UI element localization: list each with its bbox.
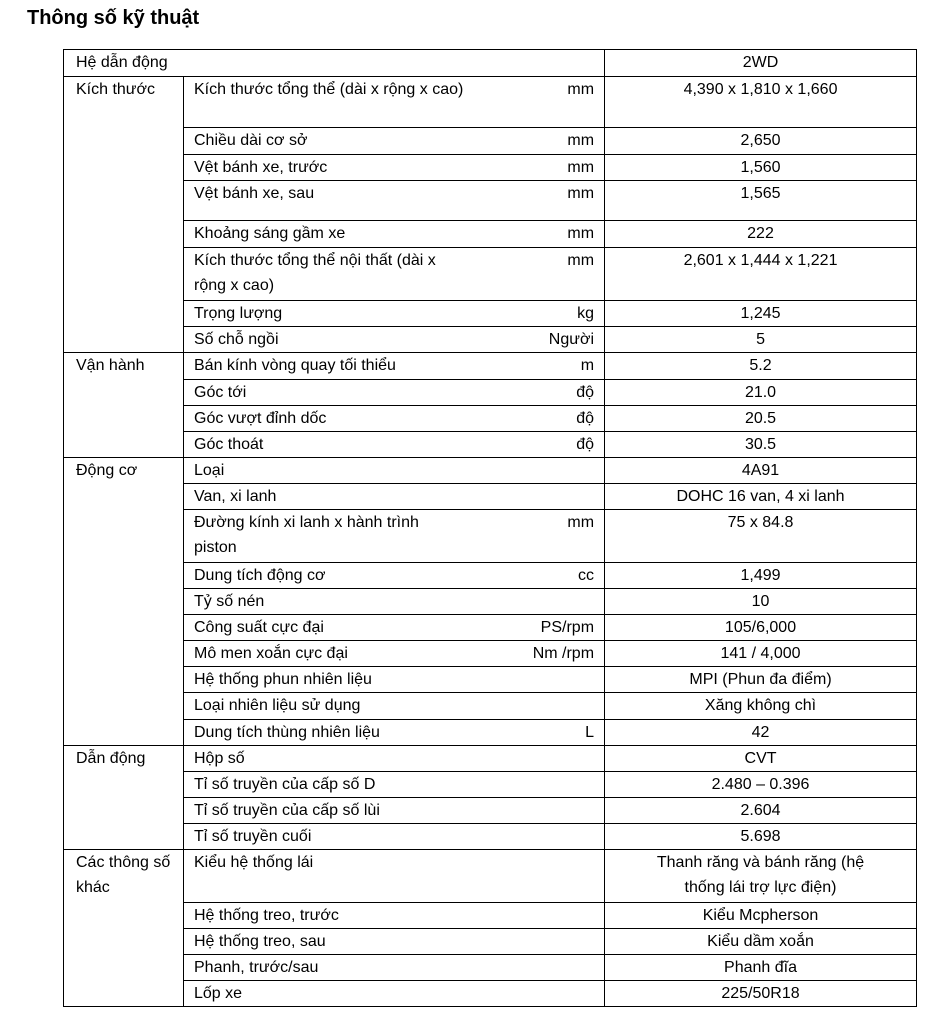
spec-table	[63, 49, 917, 1007]
spec-item-unit: mm	[567, 514, 595, 531]
spec-item-unit	[586, 746, 594, 771]
spec-item-cell	[184, 615, 605, 641]
spec-item-unit	[586, 850, 594, 875]
spec-value: 141 / 4,000	[605, 641, 917, 667]
spec-item-cell	[184, 128, 605, 155]
spec-item-unit	[586, 955, 594, 980]
table-row	[64, 615, 917, 641]
spec-item-label: Kích thước tổng thể nội thất (dài x rộng x cao)	[194, 252, 436, 294]
spec-item-unit: m	[580, 357, 595, 374]
spec-item-cell	[184, 981, 605, 1007]
table-row	[64, 301, 917, 327]
spec-value: Thanh răng và bánh răng (hệ thống lái trợ lực điện)	[605, 850, 917, 903]
spec-item-label: Góc vượt đỉnh dốc	[194, 410, 327, 427]
table-row	[64, 720, 917, 746]
spec-item-unit	[586, 929, 594, 954]
spec-item-cell	[184, 484, 605, 510]
table-row	[64, 128, 917, 155]
spec-item-cell	[184, 903, 605, 929]
spec-item-cell	[184, 432, 605, 458]
group-label: Vận hành	[64, 353, 184, 458]
spec-item-unit: cc	[578, 567, 595, 584]
spec-value: 225/50R18	[605, 981, 917, 1007]
table-row	[64, 798, 917, 824]
spec-item-unit: mm	[567, 81, 595, 98]
spec-value: Xăng không chì	[605, 693, 917, 720]
spec-item-label: Công suất cực đại	[194, 619, 324, 636]
spec-item-cell	[184, 929, 605, 955]
spec-value: Phanh đĩa	[605, 955, 917, 981]
spec-item-label: Tỉ số truyền của cấp số D	[194, 776, 376, 793]
spec-item-cell	[184, 850, 605, 903]
spec-item-label: Kích thước tổng thể (dài x rộng x cao)	[194, 81, 464, 98]
drive-value: 2WD	[605, 50, 917, 77]
spec-item-label: Hệ thống treo, sau	[194, 933, 326, 950]
spec-item-label: Góc tới	[194, 384, 247, 401]
spec-item-unit: mm	[567, 132, 595, 149]
spec-item-cell	[184, 589, 605, 615]
spec-item-cell	[184, 746, 605, 772]
spec-value: 21.0	[605, 380, 917, 406]
spec-item-cell	[184, 824, 605, 850]
spec-item-label: Trọng lượng	[194, 305, 283, 322]
spec-item-label: Kiểu hệ thống lái	[194, 854, 314, 871]
spec-value: 2,601 x 1,444 x 1,221	[605, 248, 917, 301]
spec-item-cell	[184, 510, 605, 563]
spec-item-unit: mm	[567, 252, 595, 269]
spec-item-unit	[586, 693, 594, 718]
spec-item-unit: L	[585, 724, 595, 741]
drive-label: Hệ dẫn động	[64, 50, 605, 77]
spec-item-label: Hộp số	[194, 750, 245, 767]
spec-item-unit	[586, 589, 594, 614]
table-row	[64, 353, 917, 380]
page-title: Thông số kỹ thuật	[27, 7, 200, 29]
table-row	[64, 772, 917, 798]
spec-value: 1,560	[605, 155, 917, 181]
group-label: Dẫn động	[64, 746, 184, 850]
spec-value: 10	[605, 589, 917, 615]
spec-item-label: Loại nhiên liệu sử dụng	[194, 697, 361, 714]
spec-value: 1,245	[605, 301, 917, 327]
spec-item-label: Đường kính xi lanh x hành trình piston	[194, 514, 419, 556]
spec-item-label: Hệ thống treo, trước	[194, 907, 339, 924]
table-row	[64, 510, 917, 563]
table-row	[64, 458, 917, 484]
spec-item-unit	[586, 772, 594, 797]
spec-item-cell	[184, 720, 605, 746]
spec-item-cell	[184, 458, 605, 484]
spec-item-unit	[586, 458, 594, 483]
spec-value: 20.5	[605, 406, 917, 432]
spec-item-cell	[184, 301, 605, 327]
spec-item-label: Dung tích thùng nhiên liệu	[194, 724, 380, 741]
spec-value: 2.480 – 0.396	[605, 772, 917, 798]
table-row	[64, 824, 917, 850]
table-row	[64, 589, 917, 615]
spec-item-cell	[184, 798, 605, 824]
spec-item-unit	[586, 824, 594, 849]
spec-value: DOHC 16 van, 4 xi lanh	[605, 484, 917, 510]
spec-value: 105/6,000	[605, 615, 917, 641]
spec-item-label: Hệ thống phun nhiên liệu	[194, 671, 372, 688]
table-row	[64, 181, 917, 221]
spec-item-label: Bán kính vòng quay tối thiểu	[194, 357, 396, 374]
spec-item-label: Số chỗ ngồi	[194, 331, 279, 348]
spec-item-unit: Nm /rpm	[532, 645, 595, 662]
table-row	[64, 77, 917, 128]
spec-item-cell	[184, 772, 605, 798]
spec-item-unit	[586, 667, 594, 692]
spec-value: 2,650	[605, 128, 917, 155]
spec-item-label: Dung tích động cơ	[194, 567, 326, 584]
group-label: Động cơ	[64, 458, 184, 746]
spec-item-cell	[184, 667, 605, 693]
spec-value: Kiểu dầm xoắn	[605, 929, 917, 955]
spec-item-cell	[184, 955, 605, 981]
spec-item-unit: mm	[567, 159, 595, 176]
table-row	[64, 221, 917, 248]
spec-value: 1,499	[605, 563, 917, 589]
spec-item-label: Mô men xoắn cực đại	[194, 645, 348, 662]
spec-item-label: Tỉ số truyền cuối	[194, 828, 312, 845]
spec-item-cell	[184, 693, 605, 720]
spec-item-cell	[184, 155, 605, 181]
spec-item-label: Tỷ số nén	[194, 593, 265, 610]
spec-item-unit	[586, 903, 594, 928]
table-row	[64, 850, 917, 903]
spec-value: 4,390 x 1,810 x 1,660	[605, 77, 917, 128]
spec-item-unit: độ	[576, 410, 595, 427]
table-row	[64, 667, 917, 693]
table-row	[64, 155, 917, 181]
spec-item-label: Chiều dài cơ sở	[194, 132, 308, 149]
table-row	[64, 327, 917, 353]
spec-item-unit: kg	[577, 305, 595, 322]
spec-item-unit: độ	[576, 384, 595, 401]
table-row	[64, 432, 917, 458]
spec-item-cell	[184, 380, 605, 406]
spec-item-label: Vệt bánh xe, sau	[194, 185, 315, 202]
spec-item-label: Lốp xe	[194, 985, 243, 1002]
spec-item-cell	[184, 353, 605, 380]
table-row	[64, 693, 917, 720]
table-row	[64, 746, 917, 772]
spec-item-unit: độ	[576, 436, 595, 453]
spec-item-label: Tỉ số truyền của cấp số lùi	[194, 802, 380, 819]
group-label: Kích thước	[64, 77, 184, 353]
spec-item-cell	[184, 221, 605, 248]
spec-item-label: Van, xi lanh	[194, 488, 277, 505]
spec-item-unit: mm	[567, 185, 595, 202]
spec-value: 1,565	[605, 181, 917, 221]
table-row	[64, 929, 917, 955]
table-row	[64, 981, 917, 1007]
table-row	[64, 641, 917, 667]
spec-item-label: Khoảng sáng gầm xe	[194, 225, 346, 242]
spec-item-unit: mm	[567, 225, 595, 242]
spec-value: 4A91	[605, 458, 917, 484]
table-row	[64, 563, 917, 589]
table-row	[64, 248, 917, 301]
spec-item-cell	[184, 77, 605, 128]
table-row-drive	[64, 50, 917, 77]
spec-item-label: Loại	[194, 462, 225, 479]
spec-item-unit	[586, 981, 594, 1006]
spec-value: 42	[605, 720, 917, 746]
spec-value: 5	[605, 327, 917, 353]
spec-item-cell	[184, 248, 605, 301]
spec-item-unit	[586, 798, 594, 823]
spec-item-cell	[184, 563, 605, 589]
spec-value: 222	[605, 221, 917, 248]
table-row	[64, 380, 917, 406]
table-row	[64, 406, 917, 432]
spec-item-cell	[184, 641, 605, 667]
table-row	[64, 955, 917, 981]
spec-item-cell	[184, 327, 605, 353]
spec-item-unit	[586, 484, 594, 509]
spec-item-unit: Người	[548, 331, 595, 348]
spec-value: 5.2	[605, 353, 917, 380]
spec-value: 30.5	[605, 432, 917, 458]
spec-item-unit: PS/rpm	[540, 619, 595, 636]
spec-value: MPI (Phun đa điểm)	[605, 667, 917, 693]
spec-item-label: Góc thoát	[194, 436, 264, 453]
spec-value: 5.698	[605, 824, 917, 850]
spec-item-label: Vệt bánh xe, trước	[194, 159, 328, 176]
spec-item-label: Phanh, trước/sau	[194, 959, 319, 976]
spec-value: 75 x 84.8	[605, 510, 917, 563]
spec-value: CVT	[605, 746, 917, 772]
spec-value: 2.604	[605, 798, 917, 824]
group-label: Các thông số khác	[64, 850, 184, 1007]
spec-item-cell	[184, 181, 605, 221]
table-row	[64, 484, 917, 510]
spec-value: Kiểu Mcpherson	[605, 903, 917, 929]
spec-item-cell	[184, 406, 605, 432]
table-row	[64, 903, 917, 929]
